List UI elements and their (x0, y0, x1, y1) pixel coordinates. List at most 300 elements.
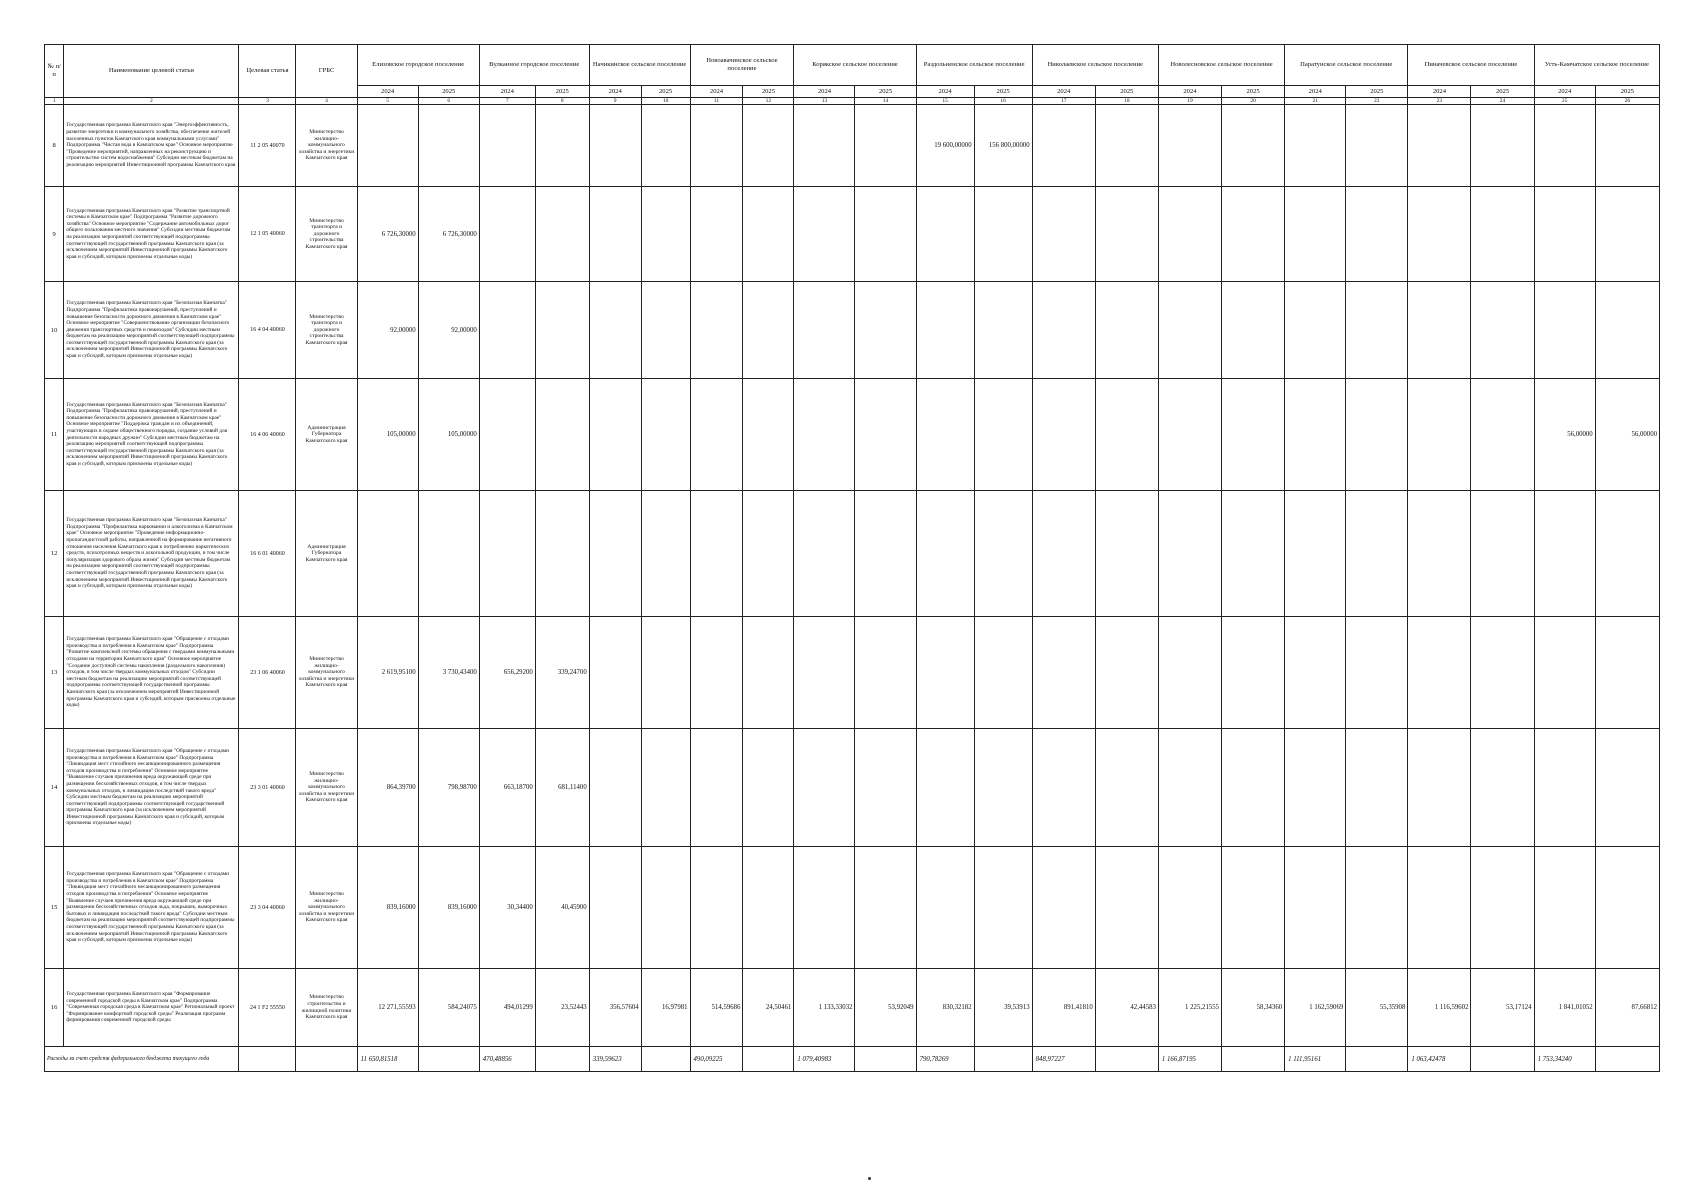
value-cell: 53,92049 (855, 969, 916, 1047)
column-number: 10 (641, 98, 690, 105)
value-cell (794, 187, 855, 282)
column-number: 14 (855, 98, 916, 105)
value-cell: 830,32182 (916, 969, 974, 1047)
value-cell: 839,16000 (418, 847, 479, 969)
year-header: 2024 (1408, 86, 1471, 98)
value-cell (589, 105, 641, 187)
value-cell (1471, 105, 1534, 187)
value-cell (690, 282, 743, 379)
value-cell (794, 617, 855, 729)
total-value-cell (855, 1047, 916, 1072)
value-cell (855, 282, 916, 379)
value-cell (1595, 847, 1659, 969)
row-target-code: 16 4 04 40060 (239, 282, 296, 379)
column-number: 5 (357, 98, 418, 105)
value-cell: 891,41810 (1032, 969, 1095, 1047)
value-cell (1471, 617, 1534, 729)
value-cell (1534, 847, 1595, 969)
empty-cell (239, 1047, 296, 1072)
row-description: Государственная программа Камчатского края "Безопасная Камчатка" Подпрограмма "Профилактика правонарушений, преступлений и повышение безопасности дорожного движения в Камчатском крае" Основное мероприятие "Совершенствование организации безопасного движения транспортных средств и пешеходов" Субсидии местным бюджетам на реализацию мероприятий соответствующей подпрограммы соответствующей государственной программы Камчатского края (за исключением мероприятий Инвестиционной программы Камчатского края и субсидий, которым присвоены отдельные коды) (64, 282, 239, 379)
row-number: 12 (45, 491, 64, 617)
value-cell (743, 847, 794, 969)
value-cell: 156 800,00000 (974, 105, 1032, 187)
column-number: 7 (479, 98, 535, 105)
column-number: 4 (296, 98, 357, 105)
year-header: 2024 (1032, 86, 1095, 98)
value-cell (1285, 282, 1346, 379)
value-cell (794, 379, 855, 491)
value-cell (974, 491, 1032, 617)
value-cell: 53,17124 (1471, 969, 1534, 1047)
table-body (45, 98, 1660, 1072)
value-cell (1158, 105, 1221, 187)
value-cell (479, 105, 535, 187)
value-cell (794, 282, 855, 379)
value-cell (743, 187, 794, 282)
total-value-cell (1095, 1047, 1158, 1072)
header-settlement: Вулканное городское поселение (479, 45, 589, 86)
row-target-code: 16 6 01 40060 (239, 491, 296, 617)
row-grbs: Министерство жилищно-коммунального хозяйства и энергетики Камчатского края (296, 847, 357, 969)
value-cell (690, 847, 743, 969)
value-cell (1032, 187, 1095, 282)
column-number: 25 (1534, 98, 1595, 105)
total-value-cell: 1 063,42478 (1408, 1047, 1471, 1072)
value-cell (916, 847, 974, 969)
value-cell (690, 379, 743, 491)
value-cell (1534, 617, 1595, 729)
value-cell (479, 379, 535, 491)
value-cell (1285, 105, 1346, 187)
value-cell (535, 379, 589, 491)
row-number: 11 (45, 379, 64, 491)
header-settlement: Елизовское городское поселение (357, 45, 479, 86)
value-cell (690, 617, 743, 729)
row-description: Государственная программа Камчатского края "Обращение с отходами производства и потребления в Камчатском крае" Подпрограмма "Ликвидация мест стихийного несанкционированного размещения отходов производства и потребления" Основное мероприятие "Выявление случаев причинения вреда окружающей среде при размещении бесхозяйственных отходов, в том числе твердых коммунальных отходов, и ликвидация последствий такого вреда" Субсидии местным бюджетам на реализацию мероприятий соответствующей подпрограммы соответствующей государственной программы Камчатского края (за исключением мероприятий Инвестиционной программы Камчатского края и субсидий, которым присвоены отдельные коды) (64, 729, 239, 847)
value-cell: 58,34360 (1222, 969, 1285, 1047)
value-cell (641, 617, 690, 729)
value-cell: 55,35908 (1346, 969, 1408, 1047)
value-cell: 864,39700 (357, 729, 418, 847)
value-cell: 681,11400 (535, 729, 589, 847)
table-row (45, 282, 1660, 379)
value-cell: 1 225,21555 (1158, 969, 1221, 1047)
row-target-code: 23 3 04 40060 (239, 847, 296, 969)
year-header: 2024 (589, 86, 641, 98)
value-cell (1534, 282, 1595, 379)
value-cell (1595, 729, 1659, 847)
value-cell (1158, 282, 1221, 379)
row-description: Государственная программа Камчатского края "Безопасная Камчатка" Подпрограмма "Профилактика наркомании и алкоголизма в Камчатском крае" Основное мероприятие "Проведение информационно-пропагандистской работы, направленной на формирование негативного отношения населения Камчатского края к потреблению наркотических средств, психотропных веществ и алкогольной продукции, в том числе популяризация здорового образа жизни" Субсидии местным бюджетам на реализацию мероприятий соответствующей подпрограммы соответствующей государственной программы Камчатского края (за исключением мероприятий Инвестиционной программы Камчатского края и субсидий, которым присвоены отдельные коды) (64, 491, 239, 617)
value-cell: 42,44583 (1095, 969, 1158, 1047)
value-cell (418, 491, 479, 617)
value-cell (690, 491, 743, 617)
column-number: 13 (794, 98, 855, 105)
value-cell (1471, 282, 1534, 379)
value-cell (916, 282, 974, 379)
year-header: 2025 (1346, 86, 1408, 98)
value-cell (1346, 617, 1408, 729)
year-header: 2024 (916, 86, 974, 98)
value-cell (743, 105, 794, 187)
column-number: 22 (1346, 98, 1408, 105)
year-header: 2025 (1595, 86, 1659, 98)
header-settlement: Раздольненское сельское поселение (916, 45, 1032, 86)
total-value-cell (1595, 1047, 1659, 1072)
value-cell (855, 617, 916, 729)
value-cell (589, 617, 641, 729)
header-settlement: Корякское сельское поселение (794, 45, 916, 86)
row-number: 10 (45, 282, 64, 379)
value-cell (641, 847, 690, 969)
value-cell (479, 282, 535, 379)
value-cell (1095, 491, 1158, 617)
total-value-cell (641, 1047, 690, 1072)
year-header: 2024 (1534, 86, 1595, 98)
value-cell (1346, 847, 1408, 969)
value-cell (1095, 105, 1158, 187)
row-number: 15 (45, 847, 64, 969)
value-cell: 656,29200 (479, 617, 535, 729)
total-value-cell (974, 1047, 1032, 1072)
year-header: 2025 (418, 86, 479, 98)
header-settlement: Пиначевское сельское поселение (1408, 45, 1534, 86)
year-header: 2024 (794, 86, 855, 98)
year-header: 2025 (974, 86, 1032, 98)
budget-table-sheet (44, 44, 1660, 1072)
value-cell: 1 116,59602 (1408, 969, 1471, 1047)
row-target-code: 16 4 06 40060 (239, 379, 296, 491)
value-cell: 16,97981 (641, 969, 690, 1047)
value-cell (1032, 105, 1095, 187)
value-cell: 92,00000 (357, 282, 418, 379)
value-cell (1346, 282, 1408, 379)
value-cell (535, 187, 589, 282)
value-cell (589, 491, 641, 617)
value-cell: 514,59686 (690, 969, 743, 1047)
total-value-cell: 470,48856 (479, 1047, 535, 1072)
total-value-cell: 11 650,81518 (357, 1047, 418, 1072)
value-cell (418, 105, 479, 187)
row-target-code: 12 1 05 40060 (239, 187, 296, 282)
value-cell (1408, 379, 1471, 491)
value-cell: 56,00000 (1595, 379, 1659, 491)
total-value-cell (1471, 1047, 1534, 1072)
value-cell: 39,53913 (974, 969, 1032, 1047)
value-cell (1032, 847, 1095, 969)
value-cell (1346, 491, 1408, 617)
value-cell (916, 491, 974, 617)
row-description: Государственная программа Камчатского края "Обращение с отходами производства и потребления в Камчатском крае" Подпрограмма "Развитие комплексной системы обращения с твердыми коммунальными отходами на территории Камчатского края" Основное мероприятие "Создание доступной системы накопления (раздельного накопления) отходов, в том числе твердых коммунальных отходов" Субсидии местным бюджетам на реализацию мероприятий соответствующей подпрограммы соответствующей государственной программы Камчатского края (за исключением мероприятий Инвестиционной программы Камчатского края и субсидий, которым присвоены отдельные коды) (64, 617, 239, 729)
row-target-code: 23 3 01 40060 (239, 729, 296, 847)
value-cell (974, 847, 1032, 969)
value-cell (357, 491, 418, 617)
total-value-cell: 790,78269 (916, 1047, 974, 1072)
total-value-cell: 1 111,95161 (1285, 1047, 1346, 1072)
total-value-cell: 339,59623 (589, 1047, 641, 1072)
value-cell: 663,18700 (479, 729, 535, 847)
value-cell (1285, 729, 1346, 847)
year-header: 2025 (1471, 86, 1534, 98)
value-cell (1095, 847, 1158, 969)
value-cell (589, 282, 641, 379)
column-number: 12 (743, 98, 794, 105)
value-cell (1222, 491, 1285, 617)
row-grbs: Министерство строительства и жилищной политики Камчатского края (296, 969, 357, 1047)
header-settlement: Усть-Камчатское сельское поселение (1534, 45, 1659, 86)
value-cell (743, 282, 794, 379)
value-cell: 1 133,33032 (794, 969, 855, 1047)
value-cell (794, 847, 855, 969)
column-number: 26 (1595, 98, 1659, 105)
value-cell (855, 847, 916, 969)
value-cell (1408, 847, 1471, 969)
value-cell (1471, 379, 1534, 491)
row-grbs: Министерство жилищно-коммунального хозяйства и энергетики Камчатского края (296, 729, 357, 847)
column-number: 8 (535, 98, 589, 105)
value-cell: 19 600,00000 (916, 105, 974, 187)
empty-cell (296, 1047, 357, 1072)
value-cell (1285, 187, 1346, 282)
header-settlement: Новоавачинское сельское поселение (690, 45, 794, 86)
value-cell (1346, 379, 1408, 491)
row-grbs: Министерство транспорта и дорожного строительства Камчатского края (296, 187, 357, 282)
value-cell (1285, 379, 1346, 491)
header-settlement: Паратунское сельское поселение (1285, 45, 1408, 86)
value-cell (1032, 729, 1095, 847)
value-cell: 105,00000 (357, 379, 418, 491)
value-cell: 24,50461 (743, 969, 794, 1047)
value-cell (1222, 617, 1285, 729)
value-cell (1095, 617, 1158, 729)
total-value-cell (418, 1047, 479, 1072)
row-target-code: 11 2 05 40070 (239, 105, 296, 187)
column-number: 1 (45, 98, 64, 105)
row-number: 16 (45, 969, 64, 1047)
value-cell (1158, 847, 1221, 969)
row-grbs: Министерство жилищно-коммунального хозяйства и энергетики Камчатского края (296, 617, 357, 729)
row-description: Государственная программа Камчатского края "Обращение с отходами производства и потребления в Камчатском крае" Подпрограмма "Ликвидация мест стихийного несанкционированного размещения отходов производства и потребления" Основное мероприятие "Выявление случаев причинения вреда окружающей среде при размещении бесхозяйственных отходов льда, покрышек, выморочных бытовых и ликвидация последствий такого вреда" Субсидии местным бюджетам на реализацию мероприятий соответствующей подпрограммы соответствующей государственной программы Камчатского края (за исключением мероприятий Инвестиционной программы Камчатского края и субсидий, которым присвоены отдельные коды) (64, 847, 239, 969)
row-target-code: 23 1 06 40060 (239, 617, 296, 729)
year-header: 2025 (641, 86, 690, 98)
total-value-cell: 848,97227 (1032, 1047, 1095, 1072)
column-number: 3 (239, 98, 296, 105)
value-cell (1285, 847, 1346, 969)
value-cell (743, 379, 794, 491)
row-description: Государственная программа Камчатского края "Энергоэффективность, развитие энергетики и коммунального хозяйства, обеспечение жителей населенных пунктов Камчатского края коммунальными услугами" Подпрограмма "Чистая вода в Камчатском крае" Основное мероприятие "Проведение мероприятий, направленных на реконструкцию и строительство систем водоснабжения" Субсидии местным бюджетам на реализацию мероприятий Инвестиционной программы Камчатского края (64, 105, 239, 187)
column-number: 18 (1095, 98, 1158, 105)
value-cell (743, 617, 794, 729)
value-cell (916, 729, 974, 847)
value-cell (1158, 617, 1221, 729)
value-cell (794, 491, 855, 617)
row-number: 13 (45, 617, 64, 729)
value-cell (641, 491, 690, 617)
value-cell: 6 726,30000 (418, 187, 479, 282)
value-cell (1471, 187, 1534, 282)
value-cell (1534, 491, 1595, 617)
value-cell: 839,16000 (357, 847, 418, 969)
column-number: 9 (589, 98, 641, 105)
total-value-cell (1222, 1047, 1285, 1072)
row-grbs: Администрация Губернатора Камчатского края (296, 379, 357, 491)
total-value-cell (535, 1047, 589, 1072)
value-cell (589, 187, 641, 282)
value-cell (641, 105, 690, 187)
year-header: 2024 (357, 86, 418, 98)
value-cell: 1 841,01052 (1534, 969, 1595, 1047)
value-cell (1408, 729, 1471, 847)
scan-speck (868, 1177, 871, 1180)
value-cell (1408, 187, 1471, 282)
column-number: 23 (1408, 98, 1471, 105)
value-cell (1285, 617, 1346, 729)
total-value-cell (743, 1047, 794, 1072)
value-cell (1595, 187, 1659, 282)
value-cell: 105,00000 (418, 379, 479, 491)
value-cell (479, 491, 535, 617)
table-row (45, 187, 1660, 282)
year-header: 2025 (1222, 86, 1285, 98)
row-description: Государственная программа Камчатского края "Безопасная Камчатка" Подпрограмма "Профилактика правонарушений, преступлений и повышение безопасности дорожного движения в Камчатском крае" Основное мероприятие "Поддержка граждан и их объединений, участвующих в охране общественного порядка, создание условий для деятельности народных дружин" Субсидии местным бюджетам на реализацию мероприятий соответствующей подпрограммы соответствующей государственной программы Камчатского края (за исключением мероприятий Инвестиционной программы Камчатского края и субсидий, которым присвоены отдельные коды) (64, 379, 239, 491)
value-cell (1346, 187, 1408, 282)
value-cell (1408, 282, 1471, 379)
value-cell (589, 379, 641, 491)
value-cell (743, 491, 794, 617)
value-cell (1471, 491, 1534, 617)
value-cell (794, 729, 855, 847)
value-cell (1032, 491, 1095, 617)
value-cell: 6 726,30000 (357, 187, 418, 282)
value-cell (589, 729, 641, 847)
table-row (45, 379, 1660, 491)
value-cell (1534, 187, 1595, 282)
value-cell (916, 379, 974, 491)
value-cell (690, 187, 743, 282)
value-cell (916, 187, 974, 282)
value-cell (535, 282, 589, 379)
column-number: 17 (1032, 98, 1095, 105)
value-cell (1346, 105, 1408, 187)
column-number: 21 (1285, 98, 1346, 105)
total-value-cell: 1 166,87195 (1158, 1047, 1221, 1072)
row-grbs: Министерство жилищно-коммунального хозяйства и энергетики Камчатского края (296, 105, 357, 187)
value-cell (1285, 491, 1346, 617)
value-cell (690, 729, 743, 847)
column-number-row (45, 98, 1660, 105)
total-label: Расходы за счет средств федерального бюджета текущего года (45, 1047, 239, 1072)
value-cell (1032, 282, 1095, 379)
value-cell (916, 617, 974, 729)
table-row (45, 847, 1660, 969)
value-cell (1471, 847, 1534, 969)
value-cell: 3 730,43400 (418, 617, 479, 729)
value-cell (855, 187, 916, 282)
value-cell (589, 847, 641, 969)
row-grbs: Министерство транспорта и дорожного строительства Камчатского края (296, 282, 357, 379)
year-header: 2024 (479, 86, 535, 98)
table-row (45, 491, 1660, 617)
value-cell (1595, 617, 1659, 729)
total-value-cell: 1 753,34240 (1534, 1047, 1595, 1072)
column-number: 16 (974, 98, 1032, 105)
header-grbs: ГРБС (296, 45, 357, 98)
row-number: 9 (45, 187, 64, 282)
value-cell (1032, 379, 1095, 491)
value-cell (1408, 617, 1471, 729)
value-cell (641, 187, 690, 282)
value-cell (1346, 729, 1408, 847)
value-cell (1032, 617, 1095, 729)
value-cell (1095, 729, 1158, 847)
value-cell: 56,00000 (1534, 379, 1595, 491)
column-number: 19 (1158, 98, 1221, 105)
value-cell (1158, 729, 1221, 847)
column-number: 6 (418, 98, 479, 105)
value-cell (535, 491, 589, 617)
total-value-cell: 1 079,40983 (794, 1047, 855, 1072)
value-cell (1595, 282, 1659, 379)
row-grbs: Администрация Губернатора Камчатского края (296, 491, 357, 617)
value-cell (1158, 491, 1221, 617)
total-value-cell: 490,09225 (690, 1047, 743, 1072)
header-name: Наименование целевой статьи (64, 45, 239, 98)
column-number: 24 (1471, 98, 1534, 105)
header-num: № п/п (45, 45, 64, 98)
value-cell (855, 491, 916, 617)
table-row (45, 729, 1660, 847)
budget-table (44, 44, 1660, 1072)
value-cell (974, 187, 1032, 282)
value-cell (479, 187, 535, 282)
value-cell: 87,66812 (1595, 969, 1659, 1047)
table-row (45, 969, 1660, 1047)
value-cell (1158, 379, 1221, 491)
value-cell (1595, 105, 1659, 187)
year-header: 2024 (690, 86, 743, 98)
value-cell (535, 105, 589, 187)
value-cell: 30,34400 (479, 847, 535, 969)
value-cell: 339,24700 (535, 617, 589, 729)
value-cell: 494,01299 (479, 969, 535, 1047)
value-cell (855, 729, 916, 847)
row-number: 14 (45, 729, 64, 847)
value-cell (855, 105, 916, 187)
value-cell (690, 105, 743, 187)
table-row (45, 105, 1660, 187)
total-row (45, 1047, 1660, 1072)
value-cell: 12 271,55593 (357, 969, 418, 1047)
value-cell (357, 105, 418, 187)
year-header: 2025 (1095, 86, 1158, 98)
header-settlement: Начикинское сельское поселение (589, 45, 690, 86)
value-cell (974, 379, 1032, 491)
value-cell (1222, 847, 1285, 969)
column-number: 20 (1222, 98, 1285, 105)
row-target-code: 24 1 F2 55550 (239, 969, 296, 1047)
total-value-cell (1346, 1047, 1408, 1072)
value-cell: 584,24075 (418, 969, 479, 1047)
row-description: Государственная программа Камчатского края "Развитие транспортной системы в Камчатском крае" Подпрограмма "Развитие дорожного хозяйства" Основное мероприятие "Содержание автомобильных дорог общего пользования местного значения" Субсидии местным бюджетам на реализацию мероприятий соответствующей подпрограммы соответствующей государственной программы Камчатского края (за исключением мероприятий Инвестиционной программы Камчатского края и субсидий, которым присвоены отдельные коды) (64, 187, 239, 282)
value-cell: 1 162,59069 (1285, 969, 1346, 1047)
value-cell: 40,45900 (535, 847, 589, 969)
value-cell: 356,57604 (589, 969, 641, 1047)
row-number: 8 (45, 105, 64, 187)
value-cell: 92,00000 (418, 282, 479, 379)
header-code: Целевая статья (239, 45, 296, 98)
value-cell (1095, 379, 1158, 491)
value-cell (1534, 105, 1595, 187)
